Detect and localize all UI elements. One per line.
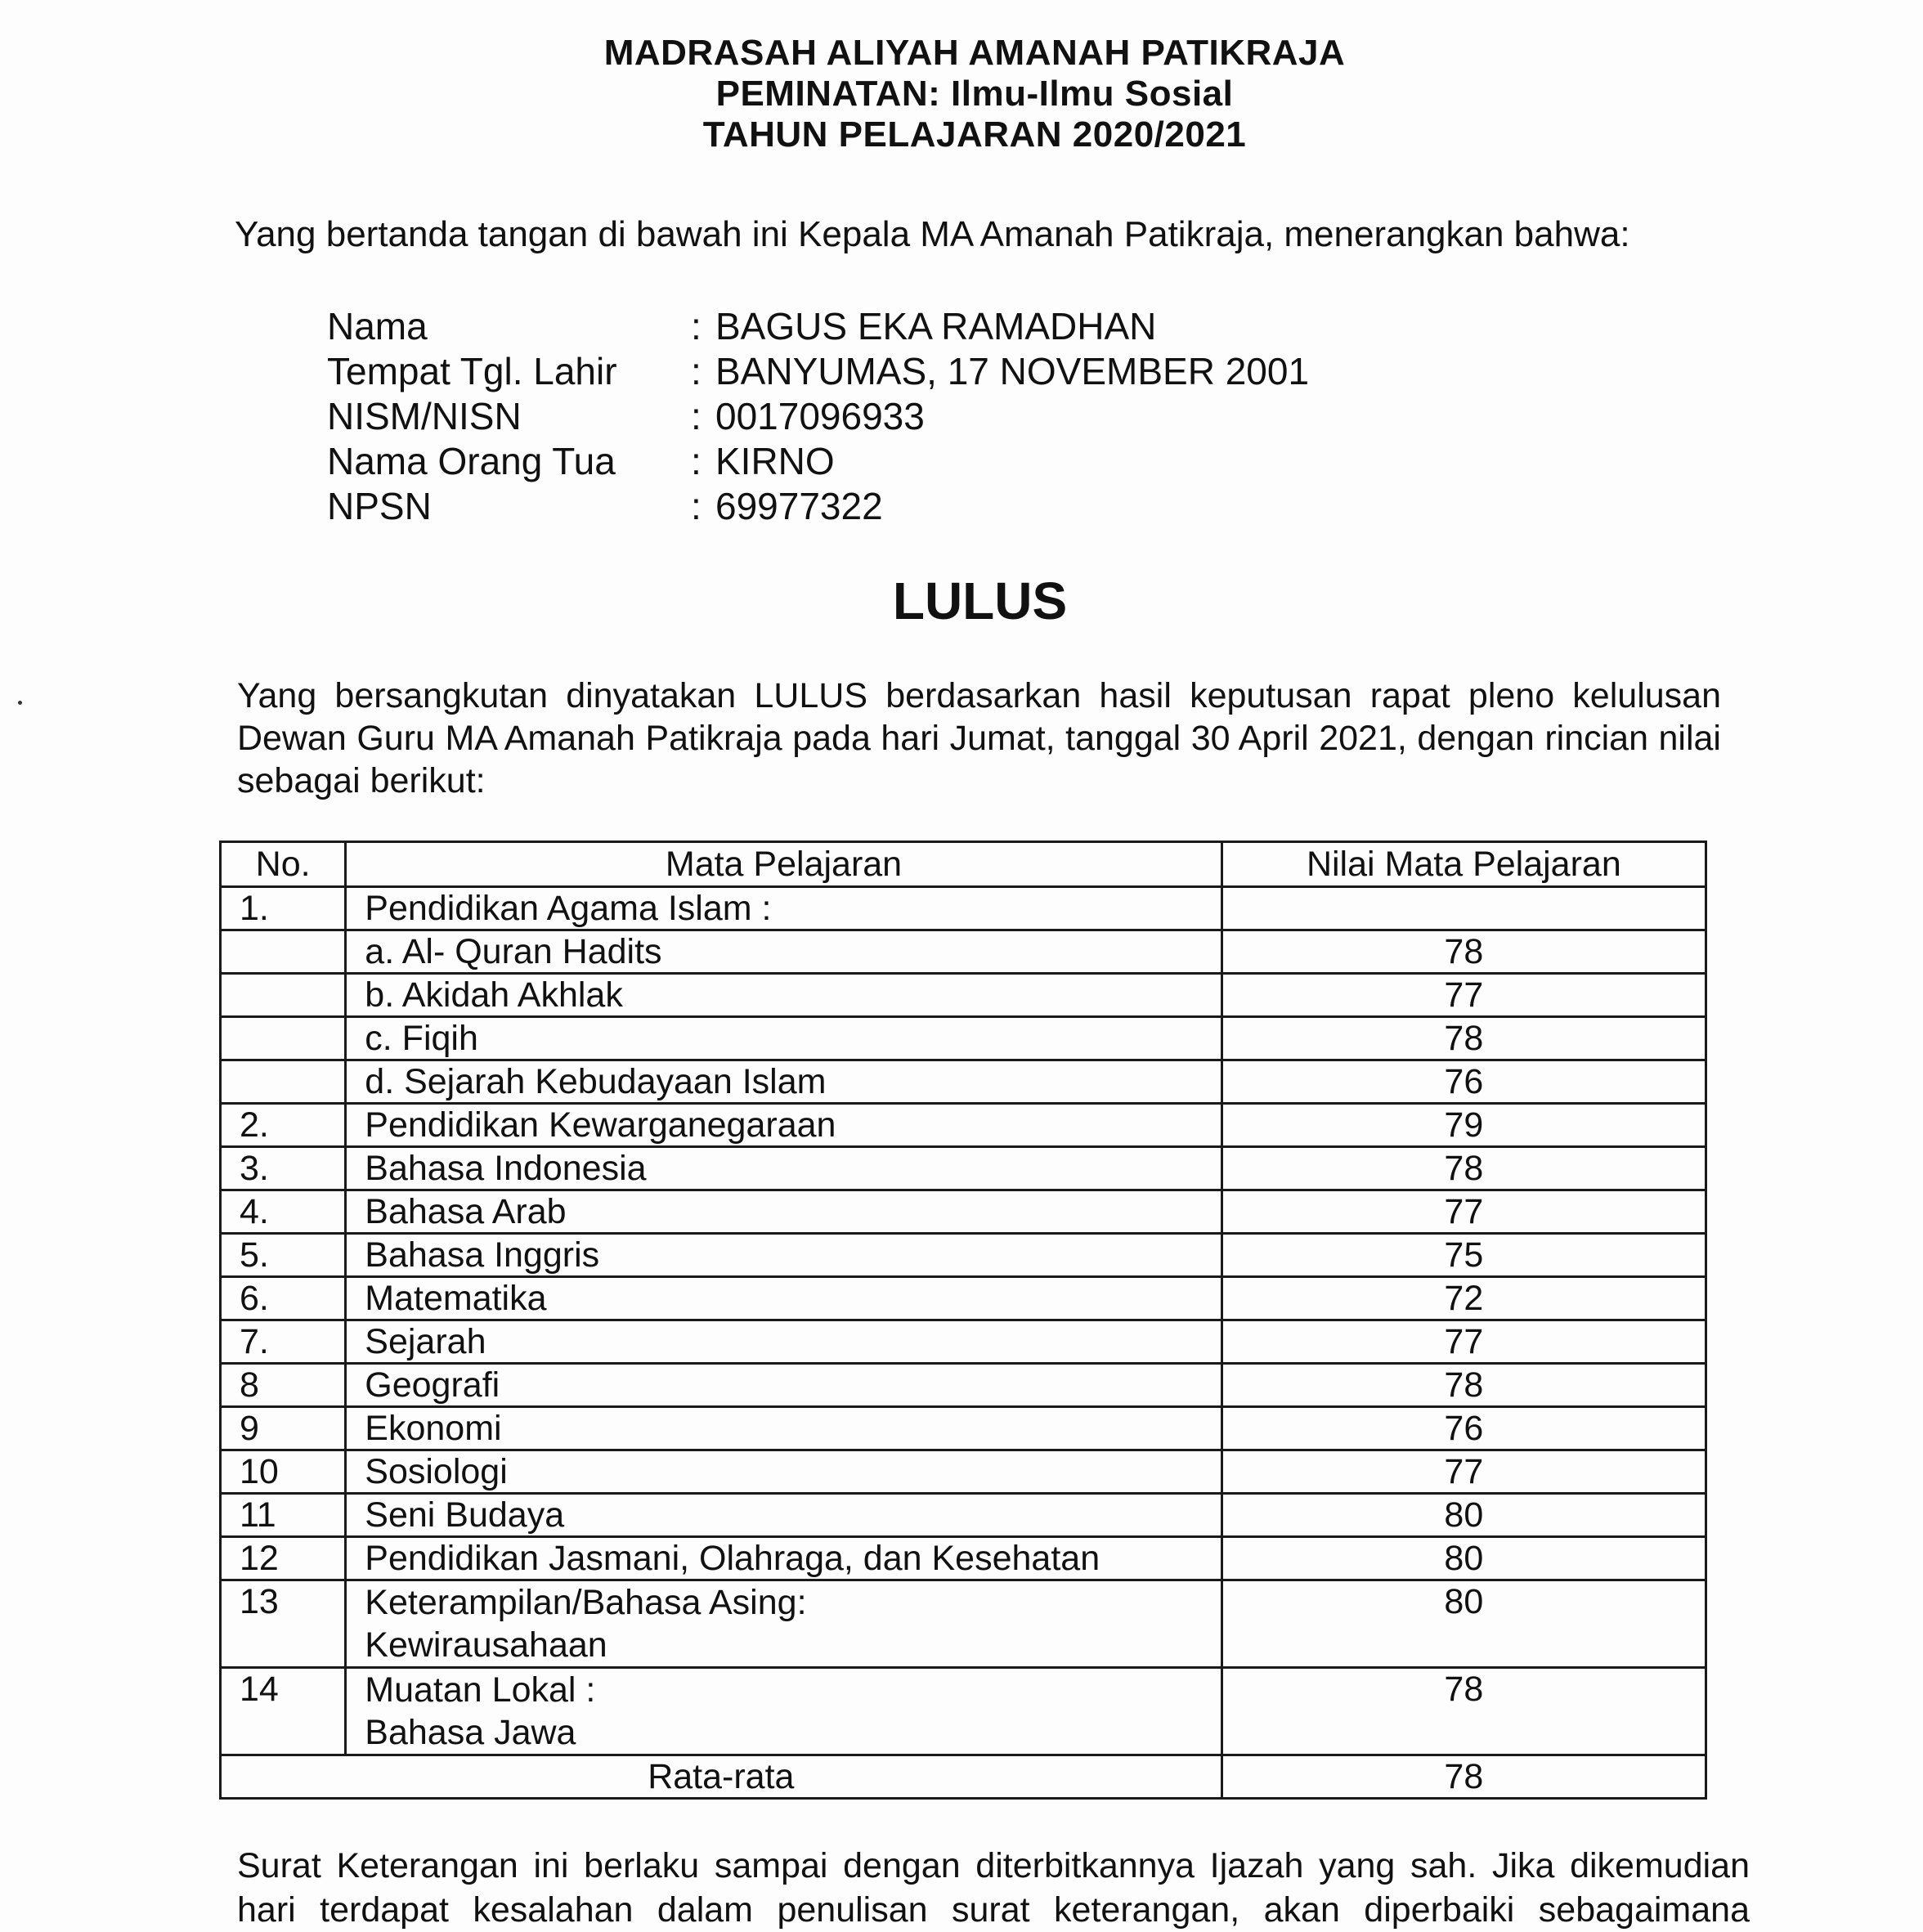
identity-colon: : xyxy=(691,395,702,437)
row-value: 77 xyxy=(1221,1450,1706,1494)
row-value: 79 xyxy=(1221,1104,1706,1147)
identity-label: Nama xyxy=(327,305,428,347)
row-subject: Sosiologi xyxy=(346,1450,1221,1494)
table-row xyxy=(221,1017,1706,1060)
row-subject: Pendidikan Agama Islam : xyxy=(346,887,1221,930)
identity-row-birth xyxy=(327,349,1309,394)
row-number: 5. xyxy=(221,1234,346,1277)
table-row xyxy=(221,1190,1706,1234)
table-row xyxy=(221,1668,1706,1755)
identity-label: Tempat Tgl. Lahir xyxy=(327,350,617,392)
row-subject: d. Sejarah Kebudayaan Islam xyxy=(346,1060,1221,1104)
row-value: 76 xyxy=(1221,1407,1706,1450)
row-subject: Pendidikan Kewarganegaraan xyxy=(346,1104,1221,1147)
row-value: 77 xyxy=(1221,1190,1706,1234)
row-value: 80 xyxy=(1221,1494,1706,1537)
student-identity xyxy=(327,304,1309,529)
validity-note xyxy=(237,1844,1750,1932)
grades-table-body xyxy=(221,887,1706,1755)
decision-paragraph: Yang bersangkutan dinyatakan LULUS berdasarkan hasil keputusan rapat pleno kelulusan Dewan Guru MA Amanah Patikraja pada hari Jumat, tanggal 30 April 2021, dengan rincian nilai sebagai berikut: xyxy=(237,676,1721,800)
header-subject: Mata Pelajaran xyxy=(346,842,1221,887)
row-number: 6. xyxy=(221,1277,346,1320)
identity-row-parent xyxy=(327,439,1309,484)
row-subject xyxy=(346,1668,1221,1755)
header-no: No. xyxy=(221,842,346,887)
row-value: 75 xyxy=(1221,1234,1706,1277)
row-number: 2. xyxy=(221,1104,346,1147)
row-number: 4. xyxy=(221,1190,346,1234)
row-value: 78 xyxy=(1221,1668,1706,1755)
table-row xyxy=(221,887,1706,930)
graduation-verdict: LULUS xyxy=(892,572,1068,630)
identity-value: 0017096933 xyxy=(715,395,925,437)
identity-label: Nama Orang Tua xyxy=(327,440,616,482)
table-row xyxy=(221,1320,1706,1364)
identity-row-nisn xyxy=(327,394,1309,439)
row-number xyxy=(221,1017,346,1060)
row-subject-line: Muatan Lokal : xyxy=(365,1670,596,1710)
row-number: 10 xyxy=(221,1450,346,1494)
row-subject: Seni Budaya xyxy=(346,1494,1221,1537)
row-subject: Bahasa Indonesia xyxy=(346,1147,1221,1190)
row-value: 77 xyxy=(1221,974,1706,1017)
row-value: 80 xyxy=(1221,1537,1706,1580)
row-subject: Bahasa Arab xyxy=(346,1190,1221,1234)
row-value: 77 xyxy=(1221,1320,1706,1364)
average-label: Rata-rata xyxy=(221,1755,1222,1799)
table-row xyxy=(221,1104,1706,1147)
table-row xyxy=(221,1580,1706,1668)
row-value: 78 xyxy=(1221,930,1706,974)
identity-row-npsn xyxy=(327,484,1309,529)
table-row xyxy=(221,1450,1706,1494)
row-value: 72 xyxy=(1221,1277,1706,1320)
table-row xyxy=(221,930,1706,974)
row-subject: Geografi xyxy=(346,1364,1221,1407)
identity-label: NPSN xyxy=(327,485,432,527)
row-subject: Pendidikan Jasmani, Olahraga, dan Kesehatan xyxy=(346,1537,1221,1580)
identity-colon: : xyxy=(691,305,702,347)
average-row xyxy=(221,1755,1706,1799)
school-name: MADRASAH ALIYAH AMANAH PATIKRAJA xyxy=(603,33,1346,73)
intro-statement: Yang bertanda tangan di bawah ini Kepala MA Amanah Patikraja, menerangkan bahwa: xyxy=(235,214,1630,254)
row-number: 14 xyxy=(221,1668,346,1755)
row-subject: Bahasa Inggris xyxy=(346,1234,1221,1277)
row-number: 3. xyxy=(221,1147,346,1190)
row-number: 1. xyxy=(221,887,346,930)
row-number: 13 xyxy=(221,1580,346,1668)
row-number xyxy=(221,974,346,1017)
row-number: 9 xyxy=(221,1407,346,1450)
identity-row-name xyxy=(327,304,1309,349)
table-row xyxy=(221,1277,1706,1320)
row-subject xyxy=(346,1580,1221,1668)
table-row xyxy=(221,1060,1706,1104)
row-number xyxy=(221,1060,346,1104)
identity-colon: : xyxy=(691,485,702,527)
average-value: 78 xyxy=(1221,1755,1706,1799)
row-value: 80 xyxy=(1221,1580,1706,1668)
academic-year: TAHUN PELAJARAN 2020/2021 xyxy=(702,114,1247,155)
scan-speck xyxy=(18,701,22,705)
document-header xyxy=(0,33,1923,155)
table-header-row xyxy=(221,842,1706,887)
row-subject-line: Kewirausahaan xyxy=(365,1625,607,1665)
validity-note-line: Surat Keterangan ini berlaku sampai dengan diterbitkannya Ijazah yang sah. Jika dikemudian xyxy=(237,1846,1750,1885)
row-subject: Matematika xyxy=(346,1277,1221,1320)
table-row xyxy=(221,1407,1706,1450)
row-subject: Ekonomi xyxy=(346,1407,1221,1450)
row-value: 78 xyxy=(1221,1017,1706,1060)
row-value: 76 xyxy=(1221,1060,1706,1104)
table-row xyxy=(221,1537,1706,1580)
row-number: 12 xyxy=(221,1537,346,1580)
row-number xyxy=(221,930,346,974)
row-subject: b. Akidah Akhlak xyxy=(346,974,1221,1017)
identity-label: NISM/NISN xyxy=(327,395,522,437)
row-subject-line: Bahasa Jawa xyxy=(365,1713,576,1752)
row-number: 7. xyxy=(221,1320,346,1364)
table-row xyxy=(221,1147,1706,1190)
identity-value: BAGUS EKA RAMADHAN xyxy=(715,305,1157,347)
identity-colon: : xyxy=(691,350,702,392)
identity-value: KIRNO xyxy=(715,440,835,482)
program-name: PEMINATAN: Ilmu-Ilmu Sosial xyxy=(715,74,1234,114)
identity-value: BANYUMAS, 17 NOVEMBER 2001 xyxy=(715,350,1310,392)
table-row xyxy=(221,974,1706,1017)
row-subject: a. Al- Quran Hadits xyxy=(346,930,1221,974)
identity-colon: : xyxy=(691,440,702,482)
row-number: 8 xyxy=(221,1364,346,1407)
row-subject: c. Fiqih xyxy=(346,1017,1221,1060)
row-number: 11 xyxy=(221,1494,346,1537)
table-row xyxy=(221,1364,1706,1407)
row-value: 78 xyxy=(1221,1147,1706,1190)
row-value: 78 xyxy=(1221,1364,1706,1407)
header-value: Nilai Mata Pelajaran xyxy=(1221,842,1706,887)
grades-table xyxy=(219,840,1707,1800)
row-subject-line: Keterampilan/Bahasa Asing: xyxy=(365,1583,807,1622)
row-subject: Sejarah xyxy=(346,1320,1221,1364)
table-row xyxy=(221,1494,1706,1537)
table-row xyxy=(221,1234,1706,1277)
row-value xyxy=(1221,887,1706,930)
identity-value: 69977322 xyxy=(715,485,883,527)
validity-note-line: hari terdapat kesalahan dalam penulisan surat keterangan, akan diperbaiki sebagaimana xyxy=(237,1890,1750,1930)
